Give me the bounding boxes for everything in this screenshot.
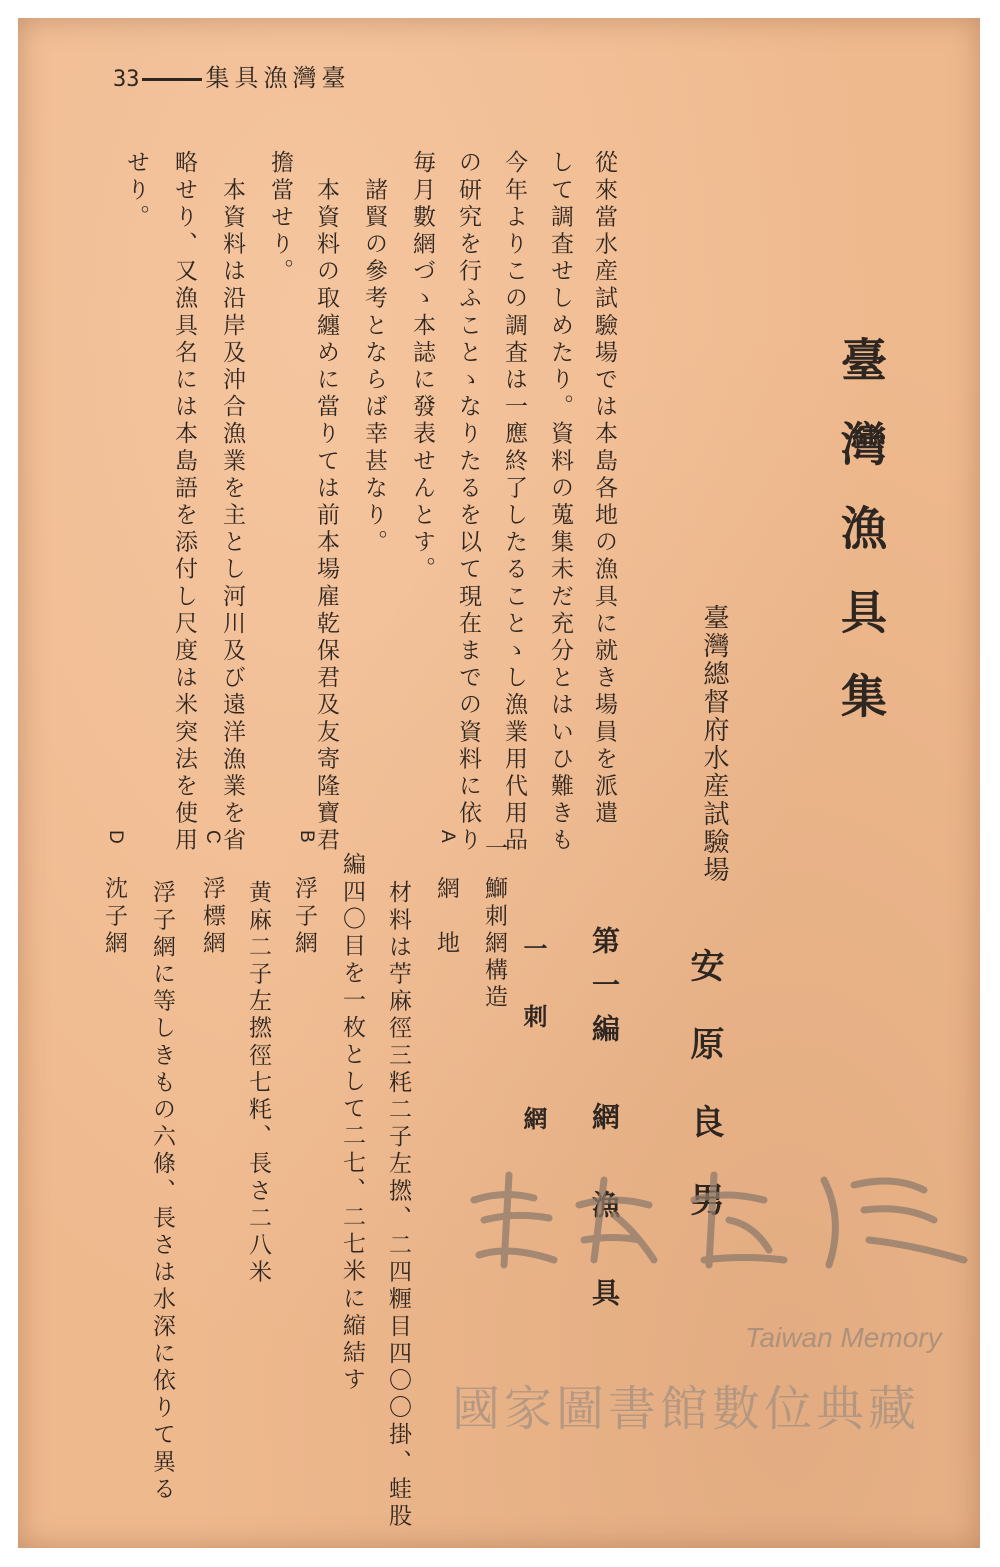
part-description: 編四〇目を一枚として二七、二七米に縮結す [339, 852, 365, 1394]
preface-line: 今年よりこの調査は一應終了したることゝし漁業用代用品 [501, 150, 527, 855]
author-name: 安原良男 [684, 948, 724, 1260]
part-name: 浮標網 [199, 876, 225, 958]
part-name: 浮子網 [291, 876, 317, 958]
part-marker: B [296, 830, 317, 843]
main-title: 臺灣漁具集 [834, 336, 888, 756]
preface-line: 本資料の取纏めに當りては前本場雇乾保君及友寄隆寶君 [313, 150, 339, 855]
taiwan-memory-logo [464, 1160, 984, 1280]
part-description: 材料は苧麻徑三粍二子左撚、二四糎目四〇〇掛、蛙股 [385, 880, 411, 1531]
preface-line: の研究を行ふことゝなりたるを以て現在までの資料に依り [455, 150, 481, 855]
part-description: 黄麻二子左撚徑七粍、長さ二八米 [245, 880, 271, 1287]
preface-line: 擔當せり。 [267, 150, 293, 286]
header-dash [142, 78, 202, 81]
preface-line: せり。 [123, 150, 149, 232]
scanned-page [18, 18, 980, 1548]
watermark-english: Taiwan Memory [745, 1322, 942, 1353]
preface-line: 從來當水産試驗場では本島各地の漁具に就き場員を派遣 [591, 150, 617, 828]
preface-line: 諸賢の參考とならば幸甚なり。 [361, 150, 387, 557]
part-description: 浮子網に等しきもの六條、長さは水深に依りて異る [149, 880, 175, 1504]
running-title: 集具漁灣臺 [205, 64, 351, 92]
section-heading: 第一編 網 漁 具 [588, 926, 621, 1322]
preface-line: 毎月數網づゝ本誌に發表せんとす。 [409, 150, 435, 584]
part-name: 沈子網 [101, 876, 127, 958]
preface-line: 本資料は沿岸及沖合漁業を主とし河川及び遠洋漁業を省 [219, 150, 245, 855]
section-subheading: 一 刺 網 [519, 936, 548, 1140]
part-name: 網 地 [433, 876, 459, 958]
running-header [113, 58, 351, 93]
watermark-subtitle: 國家圖書館數位典藏 [452, 1381, 921, 1437]
institution: 臺灣總督府水産試驗場 [699, 604, 729, 884]
page-number: 33 [113, 67, 140, 92]
preface-line: して調査せしめたり。資料の蒐集未だ充分とはいひ難きも [547, 150, 573, 855]
item-title: 鰤刺網構造 [481, 876, 507, 1012]
item-number: 一 [481, 836, 507, 864]
preface-line: 略せり、又漁具名には本島語を添付し尺度は米突法を使用 [171, 150, 197, 855]
part-marker: C [202, 830, 223, 844]
part-marker: D [105, 830, 126, 844]
part-marker: A [437, 830, 458, 843]
